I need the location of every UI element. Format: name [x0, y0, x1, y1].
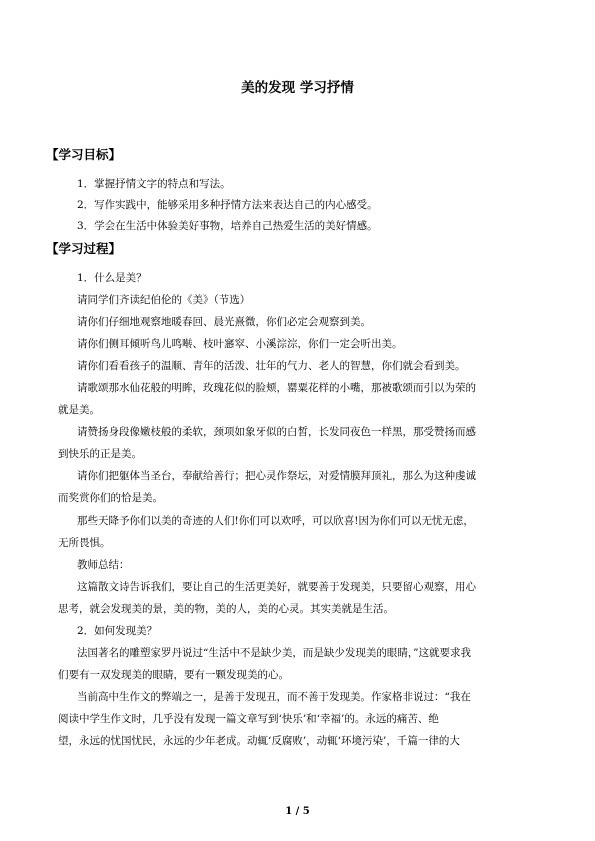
process-line: 教师总结：	[77, 559, 130, 571]
process-line: 请同学们齐读纪伯伦的《美》（节选）	[77, 294, 251, 306]
process-line: 思考，就会发现美的景，美的物，美的人，美的心灵。其实美就是生活。	[58, 603, 394, 615]
process-line: 无所畏惧。	[58, 537, 111, 549]
page-title: 美的发现 学习抒情	[241, 80, 354, 96]
process-line: 望，永远的忧国忧民，永远的少年老成。动辄‘反腐败’，动辄‘环境污染’，千篇一律的大	[58, 735, 460, 747]
process-line: 们要有一双发现美的眼睛，要有一颗发现美的心。	[58, 669, 289, 681]
process-line: 就是美。	[58, 404, 100, 416]
process-line: 阅读中学生作文时，几乎没有发现一篇文章写到‘快乐’和‘幸福’的。永远的痛苦、绝	[58, 713, 439, 725]
goal-item: 1．掌握抒情文字的特点和写法。	[77, 178, 231, 190]
goal-item: 3．学会在生活中体验美好事物，培养自己热爱生活的美好情感。	[77, 220, 378, 232]
goal-item: 2．写作实践中，能够采用多种抒情方法来表达自己的内心感受。	[77, 199, 378, 211]
process-heading: 【学习过程】	[46, 241, 122, 256]
process-line: 请歌颂那水仙花般的明眸，玫瑰花似的脸颊，罂粟花样的小嘴，那被歌颂而引以为荣的	[77, 382, 476, 394]
process-line: 请你们把躯体当圣台，奉献给善行；把心灵作祭坛，对爱情膜拜顶礼，那么为这种虔诚	[77, 470, 476, 482]
process-line: 那些天降予你们以美的奇迹的人们!你们可以欢呼，可以欣喜!因为你们可以无忧无虑，	[77, 515, 474, 527]
goals-heading: 【学习目标】	[46, 147, 122, 162]
process-line: 请赞扬身段像嫩枝般的柔软，颈项如象牙似的白皙，长发同夜色一样黑，那受赞扬而感	[77, 426, 476, 438]
process-line: 请你们侧耳倾听鸟儿鸣啭、枝叶窸窣、小溪淙淙，你们一定会听出美。	[77, 338, 403, 350]
page-number: 1 / 5	[285, 806, 310, 817]
process-line: 这篇散文诗告诉我们，要让自己的生活更美好，就要善于发现美，只要留心观察，用心	[77, 581, 476, 593]
process-line: 当前高中生作文的弊端之一，是善于发现丑，而不善于发现美。作家格非说过：“我在	[77, 691, 471, 703]
process-line: 请你们看看孩子的温顺、青年的活泼、壮年的气力、老人的智慧，你们就会看到美。	[77, 360, 466, 372]
process-line: 请你们仔细地观察地暖春回、晨光熹微，你们必定会观察到美。	[77, 316, 371, 328]
process-line: 到快乐的正是美。	[58, 448, 142, 460]
process-line: 2．如何发现美？	[77, 625, 158, 637]
process-line: 法国著名的雕塑家罗丹说过“生活中不是缺少美，而是缺少发现美的眼睛，”这就要求我	[77, 647, 471, 659]
process-line: 1．什么是美？	[77, 272, 147, 284]
process-line: 而奖赏你们的恰是美。	[58, 492, 163, 504]
